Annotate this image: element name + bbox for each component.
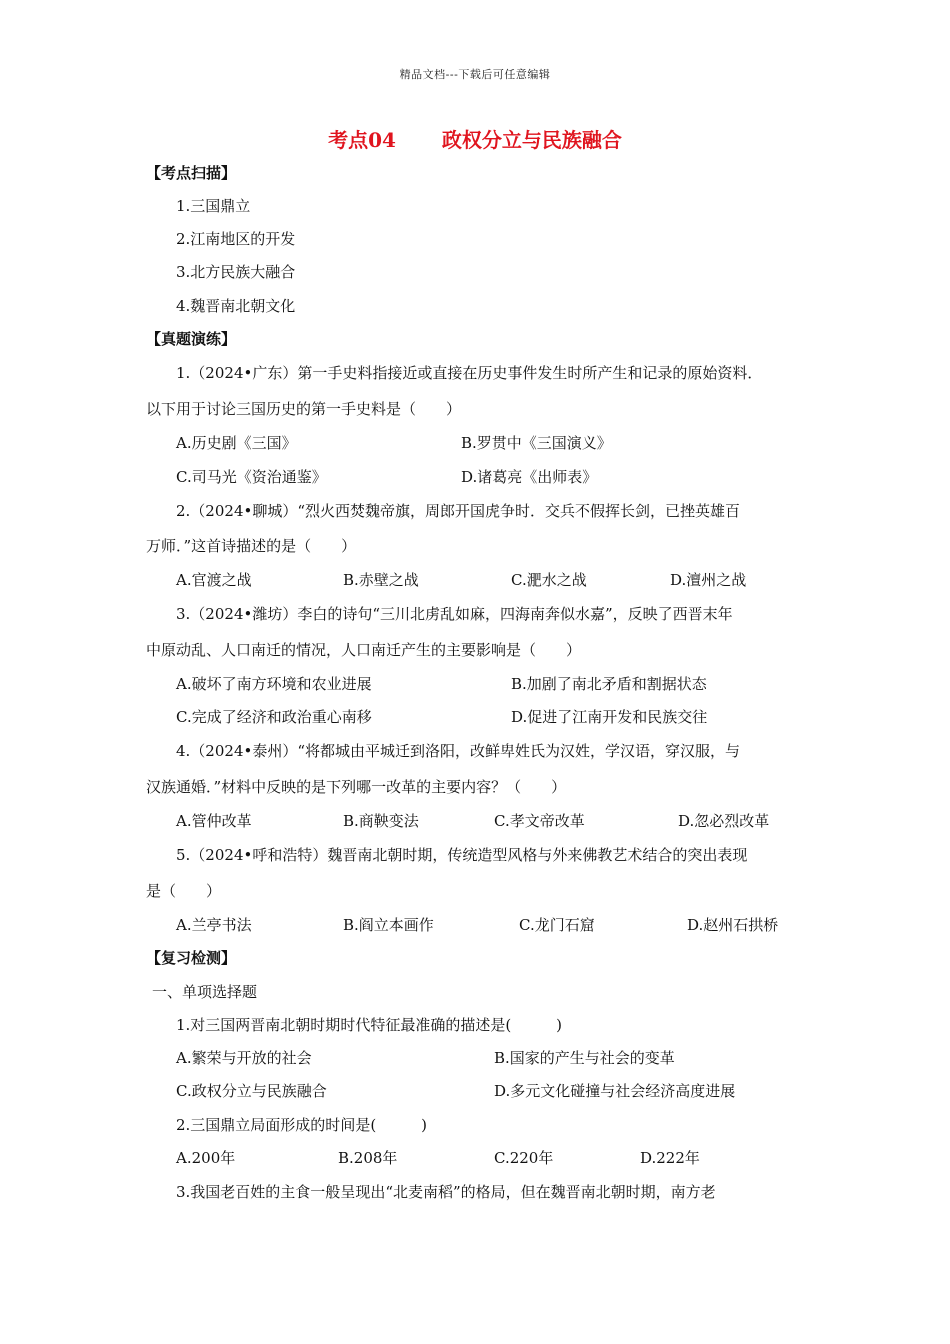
option-b: B.阎立本画作 <box>343 916 434 934</box>
option-c: C.司马光《资治通鉴》 <box>176 468 327 486</box>
option-d: D.222年 <box>640 1149 700 1167</box>
option-c: C.220年 <box>494 1149 554 1167</box>
question-text: 万师．”这首诗描述的是（ ） <box>146 537 357 555</box>
option-a: A.200年 <box>176 1149 236 1167</box>
question-text: 汉族通婚．”材料中反映的是下列哪一改革的主要内容？（ ） <box>146 778 567 796</box>
question-text: 1.（2024•广东）第一手史料指接近或直接在历史事件发生时所产生和记录的原始资料． <box>176 364 763 382</box>
option-d: D.澶州之战 <box>670 571 747 589</box>
page-header: 精品文档---下载后可任意编辑 <box>399 68 551 81</box>
option-a: A.管仲改革 <box>176 812 252 830</box>
option-b: B.国家的产生与社会的变革 <box>494 1049 675 1067</box>
scan-item: 2.江南地区的开发 <box>176 230 296 248</box>
option-a: A.兰亭书法 <box>176 916 252 934</box>
option-b: B.赤壁之战 <box>343 571 419 589</box>
question-text: 3.我国老百姓的主食一般呈现出“北麦南稻”的格局，但在魏晋南北朝时期，南方老 <box>176 1183 716 1201</box>
question-text: 中原动乱、人口南迁的情况，人口南迁产生的主要影响是（ ） <box>146 641 582 659</box>
option-b: B.商鞅变法 <box>343 812 419 830</box>
section-real: 【真题演练】 <box>146 330 237 348</box>
option-a: A.历史剧《三国》 <box>176 434 297 452</box>
title-name: 政权分立与民族融合 <box>441 128 622 152</box>
question-text: 以下用于讨论三国历史的第一手史料是（ ） <box>146 400 462 418</box>
option-d: D.诸葛亮《出师表》 <box>461 468 598 486</box>
option-d: D.忽必烈改革 <box>678 812 770 830</box>
option-c: C.政权分立与民族融合 <box>176 1082 327 1100</box>
option-a: A.官渡之战 <box>176 571 252 589</box>
question-text: 1.对三国两晋南北朝时期时代特征最准确的描述是( ) <box>176 1016 563 1034</box>
scan-item: 1.三国鼎立 <box>176 197 251 215</box>
option-c: C.龙门石窟 <box>519 916 595 934</box>
part-heading: 一、单项选择题 <box>152 983 258 1001</box>
option-b: B.208年 <box>338 1149 398 1167</box>
option-a: A.繁荣与开放的社会 <box>176 1049 312 1067</box>
option-c: C.淝水之战 <box>511 571 587 589</box>
option-b: B.加剧了南北矛盾和割据状态 <box>511 675 707 693</box>
page-title <box>0 124 950 153</box>
option-a: A.破坏了南方环境和农业进展 <box>176 675 372 693</box>
option-d: D.多元文化碰撞与社会经济高度进展 <box>494 1082 736 1100</box>
question-text: 5.（2024•呼和浩特）魏晋南北朝时期，传统造型风格与外来佛教艺术结合的突出表现 <box>176 846 748 864</box>
section-scan: 【考点扫描】 <box>146 164 237 182</box>
question-text: 是（ ） <box>146 882 222 900</box>
question-text: 2.（2024•聊城）“烈火西焚魏帝旗，周郎开国虎争时．交兵不假挥长剑，已挫英雄百 <box>176 502 741 520</box>
option-c: C.完成了经济和政治重心南移 <box>176 708 372 726</box>
option-b: B.罗贯中《三国演义》 <box>461 434 612 452</box>
scan-item: 3.北方民族大融合 <box>176 263 296 281</box>
title-code: 考点04 <box>328 128 396 152</box>
option-d: D.促进了江南开发和民族交往 <box>511 708 708 726</box>
scan-item: 4.魏晋南北朝文化 <box>176 297 296 315</box>
question-text: 4.（2024•泰州）“将都城由平城迁到洛阳，改鲜卑姓氏为汉姓，学汉语，穿汉服，与 <box>176 742 741 760</box>
question-text: 3.（2024•潍坊）李白的诗句“三川北虏乱如麻，四海南奔似水嘉”，反映了西晋末年 <box>176 605 733 623</box>
option-d: D.赵州石拱桥 <box>687 916 779 934</box>
section-review: 【复习检测】 <box>146 949 237 967</box>
question-text: 2.三国鼎立局面形成的时间是( ) <box>176 1116 428 1134</box>
option-c: C.孝文帝改革 <box>494 812 585 830</box>
